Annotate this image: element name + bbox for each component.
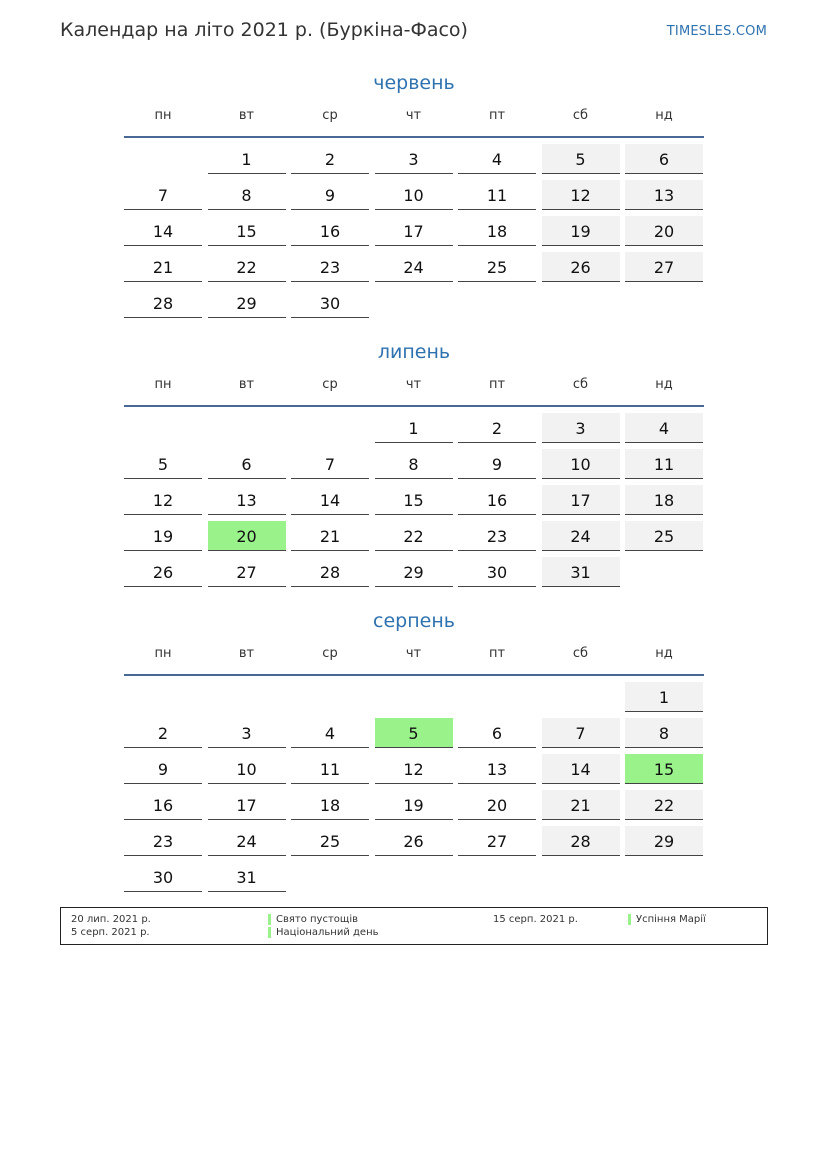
weekday-header [124, 644, 704, 676]
day-cell: 30 [458, 557, 536, 587]
weekday-label: сб [572, 108, 589, 123]
legend-holiday-name: Свято пустощів [276, 914, 359, 925]
day-cell: 16 [124, 790, 202, 820]
weekday-label: пт [488, 646, 506, 661]
day-cell: 12 [124, 485, 202, 515]
month-name: липень [377, 341, 451, 363]
weekday-label: вт [238, 646, 255, 661]
holiday-day-cell: 20 [208, 521, 286, 551]
day-cell: 17 [375, 216, 453, 246]
day-cell: 27 [208, 557, 286, 587]
day-cell: 23 [458, 521, 536, 551]
day-cell: 1 [625, 682, 703, 712]
day-cell: 21 [291, 521, 369, 551]
day-cell: 14 [291, 485, 369, 515]
day-cell: 25 [291, 826, 369, 856]
weekday-label: вт [238, 108, 255, 123]
day-cell: 3 [208, 718, 286, 748]
weekday-label: сб [572, 646, 589, 661]
weekday-label: пн [154, 646, 172, 661]
day-cell: 27 [625, 252, 703, 282]
day-cell: 4 [291, 718, 369, 748]
day-cell: 2 [458, 413, 536, 443]
day-cell: 5 [124, 449, 202, 479]
day-cell: 14 [124, 216, 202, 246]
day-cell: 22 [375, 521, 453, 551]
day-cell: 2 [124, 718, 202, 748]
day-cell: 25 [458, 252, 536, 282]
day-cell: 8 [625, 718, 703, 748]
day-cell: 15 [208, 216, 286, 246]
day-cell: 11 [291, 754, 369, 784]
day-cell: 7 [542, 718, 620, 748]
legend-date: 20 лип. 2021 р. [71, 914, 151, 925]
day-cell: 24 [375, 252, 453, 282]
weekday-label: ср [322, 108, 338, 123]
day-cell: 24 [208, 826, 286, 856]
day-cell: 11 [625, 449, 703, 479]
day-cell: 1 [375, 413, 453, 443]
day-cell: 6 [458, 718, 536, 748]
day-cell: 18 [291, 790, 369, 820]
month-calendar [124, 339, 704, 582]
weekday-label: пт [488, 377, 506, 392]
day-cell: 13 [458, 754, 536, 784]
day-cell: 28 [542, 826, 620, 856]
day-cell: 22 [208, 252, 286, 282]
day-cell: 23 [291, 252, 369, 282]
day-cell: 3 [542, 413, 620, 443]
legend-holiday-name: Національний день [276, 927, 379, 938]
day-cell: 19 [542, 216, 620, 246]
holiday-marker [268, 927, 271, 938]
day-cell: 17 [542, 485, 620, 515]
day-cell: 10 [375, 180, 453, 210]
day-cell: 16 [291, 216, 369, 246]
day-cell: 7 [124, 180, 202, 210]
weekday-label: пт [488, 108, 506, 123]
day-cell: 8 [375, 449, 453, 479]
day-cell: 25 [625, 521, 703, 551]
weekday-label: нд [655, 646, 673, 661]
day-cell: 6 [625, 144, 703, 174]
month-name: червень [373, 72, 455, 94]
legend-date: 15 серп. 2021 р. [493, 914, 578, 925]
month-calendar [124, 70, 704, 313]
day-cell: 8 [208, 180, 286, 210]
day-cell: 4 [625, 413, 703, 443]
day-cell: 29 [625, 826, 703, 856]
day-cell: 21 [542, 790, 620, 820]
weekday-label: сб [572, 377, 589, 392]
holiday-legend [60, 907, 768, 945]
day-cell: 19 [375, 790, 453, 820]
day-cell: 1 [208, 144, 286, 174]
day-cell: 21 [124, 252, 202, 282]
day-cell: 17 [208, 790, 286, 820]
weekday-label: ср [322, 377, 338, 392]
weekday-label: нд [655, 377, 673, 392]
day-cell: 5 [542, 144, 620, 174]
day-cell: 9 [124, 754, 202, 784]
day-cell: 29 [208, 288, 286, 318]
day-cell: 4 [458, 144, 536, 174]
weekday-label: нд [655, 108, 673, 123]
weekday-header [124, 375, 704, 407]
legend-holiday-name: Успіння Марії [636, 914, 706, 925]
day-cell: 19 [124, 521, 202, 551]
weekday-label: ср [322, 646, 338, 661]
day-cell: 27 [458, 826, 536, 856]
month-name: серпень [373, 610, 455, 632]
day-cell: 31 [542, 557, 620, 587]
day-cell: 24 [542, 521, 620, 551]
day-cell: 22 [625, 790, 703, 820]
day-cell: 10 [542, 449, 620, 479]
day-cell: 9 [291, 180, 369, 210]
day-cell: 12 [542, 180, 620, 210]
weekday-label: чт [405, 108, 422, 123]
month-calendar [124, 608, 704, 887]
day-cell: 26 [542, 252, 620, 282]
holiday-day-cell: 5 [375, 718, 453, 748]
day-cell: 18 [625, 485, 703, 515]
legend-date: 5 серп. 2021 р. [71, 927, 150, 938]
day-cell: 2 [291, 144, 369, 174]
day-cell: 30 [291, 288, 369, 318]
holiday-marker [628, 914, 631, 925]
day-cell: 14 [542, 754, 620, 784]
day-cell: 11 [458, 180, 536, 210]
weekday-header [124, 106, 704, 138]
day-cell: 28 [291, 557, 369, 587]
day-cell: 13 [208, 485, 286, 515]
weekday-label: пн [154, 377, 172, 392]
day-cell: 31 [208, 862, 286, 892]
weekday-label: чт [405, 646, 422, 661]
day-cell: 7 [291, 449, 369, 479]
day-cell: 29 [375, 557, 453, 587]
day-cell: 26 [375, 826, 453, 856]
day-cell: 30 [124, 862, 202, 892]
day-cell: 15 [375, 485, 453, 515]
day-cell: 10 [208, 754, 286, 784]
day-cell: 18 [458, 216, 536, 246]
weekday-label: вт [238, 377, 255, 392]
weekday-label: пн [154, 108, 172, 123]
weekday-label: чт [405, 377, 422, 392]
day-cell: 9 [458, 449, 536, 479]
day-cell: 13 [625, 180, 703, 210]
day-cell: 20 [458, 790, 536, 820]
day-cell: 23 [124, 826, 202, 856]
day-cell: 28 [124, 288, 202, 318]
day-cell: 26 [124, 557, 202, 587]
page-title: Календар на літо 2021 р. (Буркіна-Фасо) [60, 19, 468, 41]
day-cell: 20 [625, 216, 703, 246]
holiday-marker [268, 914, 271, 925]
holiday-day-cell: 15 [625, 754, 703, 784]
site-link[interactable]: TIMESLES.COM [666, 24, 767, 39]
day-cell: 3 [375, 144, 453, 174]
day-cell: 12 [375, 754, 453, 784]
day-cell: 6 [208, 449, 286, 479]
day-cell: 16 [458, 485, 536, 515]
